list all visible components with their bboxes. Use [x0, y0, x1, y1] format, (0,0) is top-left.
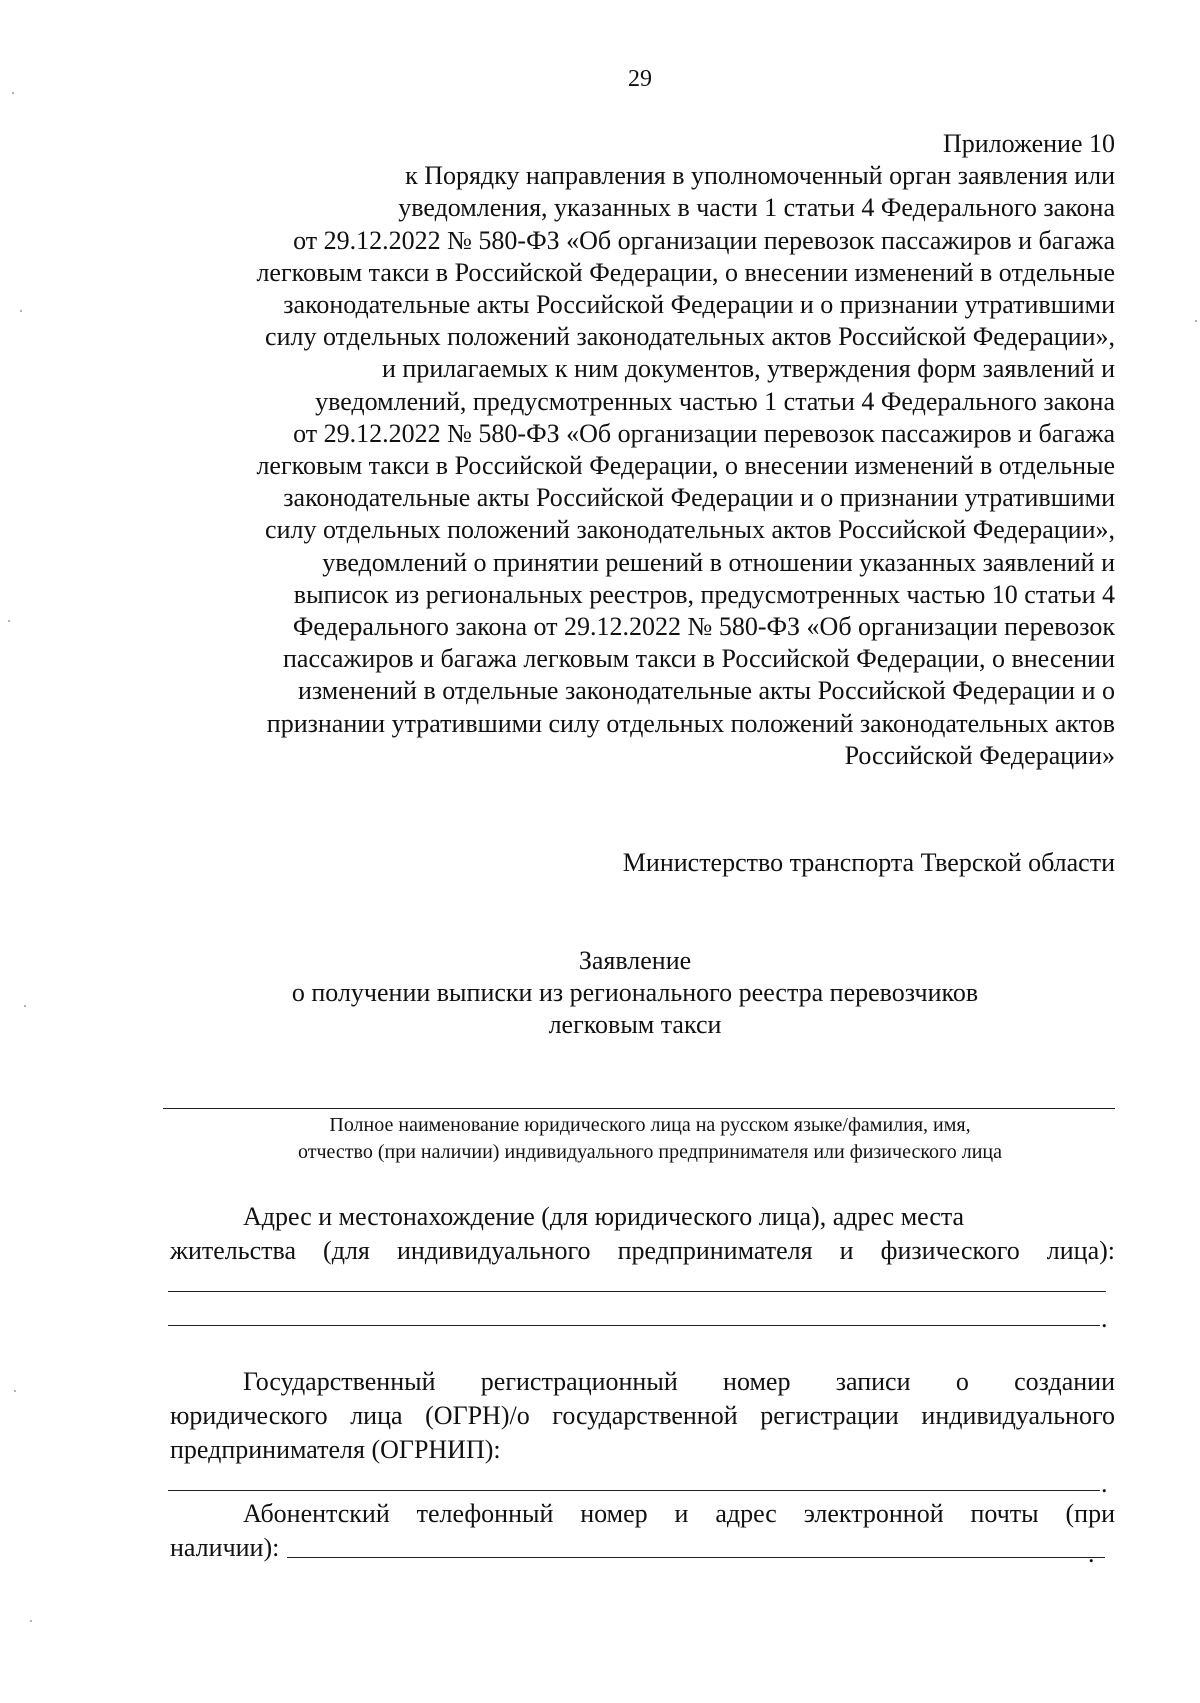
page-number: 29 [628, 66, 652, 92]
scan-speck [20, 310, 22, 312]
appendix-line: от 29.12.2022 № 580-ФЗ «Об организации перевозок пассажиров и багажа [293, 418, 1115, 448]
appendix-line: выписок из региональных реестров, предусмотренных частью 10 статьи 4 [293, 579, 1115, 609]
recipient-authority: Министерство транспорта Тверской области [622, 848, 1115, 877]
ogrn-line: предпринимателя (ОГРНИП): [170, 1435, 501, 1464]
document-title [170, 945, 1100, 1041]
contact-field-end-period: . [1088, 1539, 1095, 1568]
appendix-line: и прилагаемых к ним документов, утверждения форм заявлений и [381, 354, 1115, 384]
appendix-line: законодательные акты Российской Федерации и о признании утратившими [283, 483, 1115, 513]
appendix-line: Приложение 10 [942, 129, 1115, 158]
contact-label [170, 1497, 1115, 1531]
appendix-line: изменений в отдельные законодательные акты Российской Федерации и о [297, 676, 1115, 706]
ogrn-line: юридического лица (ОГРН)/о государственной регистрации индивидуального [170, 1401, 1115, 1430]
ogrn-line: Государственный регистрационный номер записи о создании [243, 1367, 1115, 1396]
contact-line: наличии): [170, 1533, 280, 1562]
contact-field [170, 1531, 1105, 1568]
address-field-line-1[interactable] [168, 1291, 1106, 1292]
address-line: жительства (для индивидуального предпринимателя и физического лица): [170, 1236, 1115, 1265]
title-line: о получении выписки из регионального реестра перевозчиков [291, 978, 979, 1007]
caption-line: Полное наименование юридического лица на русском языке/фамилия, имя, [329, 1114, 971, 1136]
appendix-line: признании утратившими силу отдельных положений законодательных актов [266, 708, 1115, 738]
address-line: Адрес и местонахождение (для юридического лица), адрес места [243, 1202, 965, 1231]
appendix-line: Федерального закона от 29.12.2022 № 580-ФЗ «Об организации перевозок [292, 612, 1115, 642]
appendix-line: легковым такси в Российской Федерации, о внесении изменений в отдельные [256, 257, 1115, 287]
address-field-end-period: . [1101, 1304, 1108, 1333]
name-field-caption [200, 1112, 1100, 1166]
appendix-header [160, 128, 1115, 772]
ogrn-field-line[interactable] [168, 1490, 1100, 1491]
title-line: Заявление [578, 946, 692, 975]
contact-line: Абонентский телефонный номер и адрес электронной почты (при [243, 1499, 1115, 1528]
appendix-line: пассажиров и багажа легковым такси в Российской Федерации, о внесении [283, 644, 1115, 674]
contact-field-row [170, 1531, 1105, 1568]
ogrn-field-end-period: . [1101, 1469, 1108, 1498]
contact-field-line[interactable] [287, 1557, 1105, 1558]
appendix-line: уведомлений о принятии решений в отношении указанных заявлений и [322, 547, 1115, 577]
name-field-line[interactable] [163, 1108, 1115, 1109]
scan-speck [12, 92, 14, 94]
address-label [170, 1200, 1115, 1268]
title-line: легковым такси [548, 1010, 722, 1039]
scan-speck [14, 1390, 16, 1392]
appendix-line: от 29.12.2022 № 580-ФЗ «Об организации перевозок пассажиров и багажа [293, 225, 1115, 255]
scan-speck [30, 1620, 32, 1622]
appendix-line: уведомлений, предусмотренных частью 1 статьи 4 Федерального закона [315, 386, 1115, 416]
ogrn-label [170, 1365, 1115, 1467]
appendix-line: силу отдельных положений законодательных актов Российской Федерации», [265, 515, 1115, 545]
scan-speck [8, 620, 10, 622]
scan-speck [1195, 320, 1197, 322]
appendix-line: легковым такси в Российской Федерации, о внесении изменений в отдельные [256, 451, 1115, 481]
appendix-line: уведомления, указанных в части 1 статьи 4 Федерального закона [398, 193, 1115, 223]
appendix-line: силу отдельных положений законодательных актов Российской Федерации», [265, 322, 1115, 352]
address-field-line-2[interactable] [168, 1325, 1100, 1326]
caption-line: отчество (при наличии) индивидуального предпринимателя или физического лица [298, 1141, 1002, 1163]
scan-speck [24, 1005, 26, 1007]
appendix-line: Российской Федерации» [844, 740, 1115, 770]
appendix-line: законодательные акты Российской Федерации и о признании утратившими [283, 290, 1115, 320]
appendix-line: к Порядку направления в уполномоченный орган заявления или [405, 161, 1115, 191]
